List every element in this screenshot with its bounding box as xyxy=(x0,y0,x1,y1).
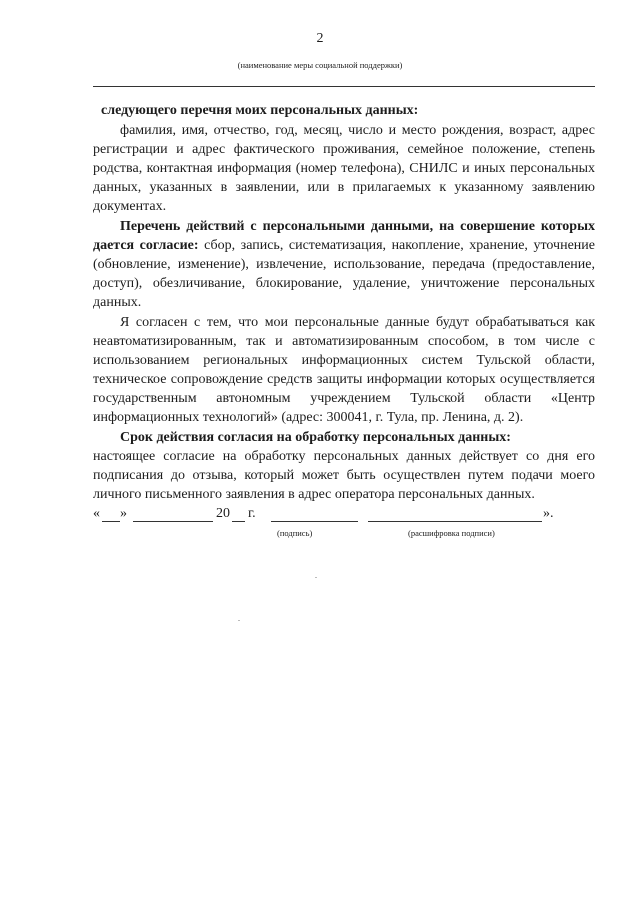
support-measure-caption: (наименование меры социальной поддержки) xyxy=(237,60,403,70)
decoding-caption: (расшифровка подписи) xyxy=(408,528,495,538)
scan-speck xyxy=(238,620,240,621)
support-measure-line xyxy=(93,86,595,87)
actions-heading: Перечень действий с персональными данными, на совершение которых дается согласие: xyxy=(93,219,595,253)
scan-speck xyxy=(315,577,317,578)
signature-row xyxy=(93,506,563,528)
month-blank xyxy=(133,506,213,522)
actions-list: сбор, запись, систематизация, накопление, хранение, уточнение (обновление, изменение), извлечение, использование, передача (предоставление, доступ), обезличивание, блокирование, удаление, уничтожение персональных данных. xyxy=(93,238,595,310)
date-quote-close: » xyxy=(120,506,127,521)
personal-data-heading: следующего перечня моих персональных данных: xyxy=(101,103,419,118)
processing-paragraph: Я согласен с тем, что мои персональные данные будут обрабатываться как неавтоматизированным, так и автоматизированным способом, в том числе с использованием региональных информационных систем Тульской области, техническое сопровождение средств защиты информации которых осуществляется государственным автономным учреждением Тульской области «Центр информационных технологий» (адрес: 300041, г. Тула, пр. Ленина, д. 2). xyxy=(93,315,595,425)
signature-decoding-blank xyxy=(368,506,542,522)
signature-end: ». xyxy=(543,506,554,521)
actions-paragraph xyxy=(93,217,595,312)
document-body xyxy=(93,101,595,504)
signature-caption: (подпись) xyxy=(277,528,313,538)
term-heading: Срок действия согласия на обработку персональных данных: xyxy=(120,430,511,445)
term-text: настоящее согласие на обработку персональных данных действует со дня его подписания до отзыва, который может быть осуществлен путем подачи моего личного письменного заявления в адрес оператора персональных данных. xyxy=(93,449,595,502)
day-blank xyxy=(102,506,120,522)
personal-data-list: фамилия, имя, отчество, год, месяц, число и место рождения, возраст, адрес регистрации и адрес фактического проживания, семейное положение, степень родства, контактная информация (номер телефона), СНИЛС и иных персональных данных, указанных в заявлении, или в прилагаемых к указанному заявлению документах. xyxy=(93,123,595,214)
page-number: 2 xyxy=(316,31,324,46)
year-prefix: 20 xyxy=(216,506,230,521)
year-suffix: г. xyxy=(248,506,256,521)
year-blank xyxy=(232,506,245,522)
signature-blank xyxy=(271,506,358,522)
date-quote-open: « xyxy=(93,506,100,521)
